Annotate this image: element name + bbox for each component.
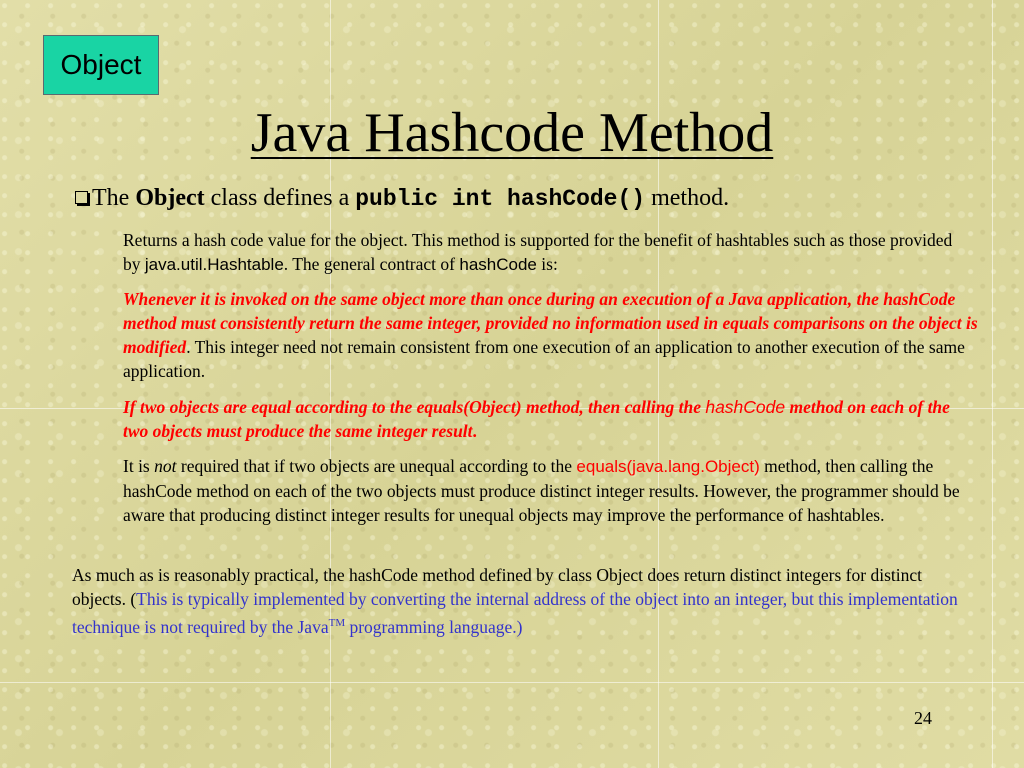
checkbox-bullet-icon — [75, 191, 88, 204]
contract-rule-highlight: If two objects are equal according to the equals(Object) method, then calling the — [123, 397, 706, 417]
object-tag — [43, 35, 159, 95]
paragraph-text: Returns a hash code value for the object. This method is supported for the benefit of hashtables such as those provided by — [123, 230, 953, 274]
contract-rule-highlight: Whenever it is invoked on the same object more than once during an execution of a Java application, the hashCode method must consistently return the same integer, provided no information used in equals comparisons on the object is modified — [123, 289, 978, 357]
bullet-text: The — [92, 185, 136, 211]
paragraph-text: required that if two objects are unequal according to the — [176, 456, 577, 476]
paragraph-text: method, then calling the hashCode method on each of the two objects must produce distinct integer results. However, the programmer should be aware that producing distinct integer results for unequal objects may improve the performance of hashtables. — [123, 456, 960, 525]
trademark-mark: TM — [328, 617, 346, 629]
paragraph-returns — [123, 228, 973, 277]
slide-title — [0, 100, 1024, 166]
emphasis-text: not — [154, 456, 177, 476]
code-ref: hashCode — [705, 397, 786, 417]
code-ref: equals(java.lang.Object) — [576, 457, 760, 476]
code-ref: hashCode — [459, 255, 537, 274]
note-text: programming language.) — [345, 616, 523, 637]
bullet-bold: Object — [135, 185, 205, 211]
note-text: This is typically implemented by converting the internal address of the object into an integer, but this implementation technique is not required by the Java — [72, 589, 958, 637]
object-tag-label: Object — [60, 49, 142, 80]
paragraph-equality — [123, 395, 979, 443]
contract-rule-highlight: method on each of the two objects must produce the same integer result — [123, 397, 950, 441]
contract-rule-highlight: . — [472, 421, 477, 441]
code-ref: java.util.Hashtable — [144, 255, 284, 274]
background-grid-line — [0, 682, 1024, 683]
paragraph-consistency — [123, 287, 979, 383]
slide-title-text: Java Hashcode Method — [250, 102, 774, 164]
paragraph-unequal — [123, 454, 969, 527]
paragraph-text: . The general contract of — [283, 254, 460, 274]
page-number: 24 — [914, 708, 932, 728]
bullet-code: public int hashCode() — [355, 186, 646, 212]
paragraph-text: As much as is reasonably practical, the hashCode method defined by class Object does return distinct integers for distinct objects. ( — [72, 565, 922, 609]
paragraph-distinct — [72, 563, 967, 639]
bullet-text: class defines a — [204, 185, 356, 211]
paragraph-text: is: — [536, 254, 558, 274]
main-bullet — [75, 184, 729, 213]
paragraph-text: It is — [123, 456, 155, 476]
paragraph-text: . This integer need not remain consistent from one execution of an application to another execution of the same application. — [123, 337, 965, 381]
bullet-text: method. — [645, 185, 730, 211]
